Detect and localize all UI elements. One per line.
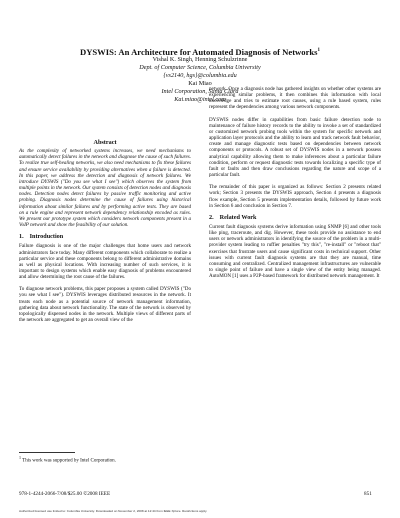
right-paragraph-1: network. Once a diagnosis node has gathered insights on whether other systems are experiencing similar problems, it then combines this information with local knowledge and tries to estimate root causes, using a rule based system, rules represent the dependencies among various network components. <box>209 86 381 111</box>
paper-title-text: DYSWIS: An Architecture for Automated Diagnosis of Networks <box>79 46 318 57</box>
intro-paragraph-1: Failure diagnosis is one of the major challenges that home users and network administrators face today. Many different components which collaborate to realize a particular service and these components belong to different administrative domains as well as physical locations. With increasing number of such services, it is important to design systems which enable easy diagnosis of problems encountered and allow determining the root cause of the failures. <box>19 243 191 281</box>
abstract-text: As the complexity of networked systems increases, we need mechanisms to automatically detect failures in the network and diagnose the cause of such failures. To realize true self-healing networks, we also need mechanisms to fix these failures and ensure service availability by providing alternatives when a failure is detected. In this paper, we address the detection and diagnosis of network failures. We introduce DYSWIS ("Do you see what I see") which observes the system from multiple points in the network. Our system consists of detection nodes and diagnosis nodes. Detection nodes detect failures by passive traffic monitoring and active probing. Diagnosis nodes determine the cause of failures using historical information about similar failures and by performing active tests. They are based on a rule engine and represent network dependency relationship encoded as rules. We present our prototype system which considers network components present in a VoIP network and show the feasibility of our solution. <box>19 148 191 229</box>
title-footnote-mark: 1 <box>317 48 321 53</box>
right-paragraph-3: The remainder of this paper is organized as follows: Section 2 presents related work; Section 3 presents the DYSWIS approach, Section 4 presents a diagnosis flow example, Section 5 presents implementation details, followed by future work in Section 6 and conclusion in Section 7. <box>209 184 381 209</box>
section-title: Related Work <box>219 213 257 221</box>
footnote-mark: 1 <box>19 455 21 460</box>
right-column <box>209 86 381 285</box>
affiliation-intel: Intel Corporation, Santa Clara <box>161 88 239 95</box>
abstract-heading: Abstract <box>93 139 117 146</box>
footnote <box>19 455 191 465</box>
intro-paragraph-2: To diagnose network problems, this paper proposes a system called DYSWIS ("Do you see what I see"). DYSWIS leverages distributed resources in the network. It treats each node as a potential source of network management information, gathering data about network functionality. The state of the network is observed by topologically dispersed nodes in the network. Multiple views of different parts of the network are aggregated to get an overall view of the <box>19 286 191 324</box>
left-column <box>19 140 191 329</box>
section-number: 1. <box>19 233 24 241</box>
author-intel: Kai Miao <box>188 80 212 87</box>
section-heading-introduction <box>19 234 191 240</box>
affiliation-columbia: Dept. of Computer Science, Columbia University <box>139 64 261 71</box>
section-number: 2. <box>209 213 214 221</box>
footnote-text: This work was supported by Intel Corporation. <box>22 458 116 464</box>
email-intel: Kai.miao@intel.com <box>174 96 226 103</box>
right-paragraph-2: DYSWIS nodes differ in capabilities from basic failure detection node to maintenance of failure history records to the ability to invoke a set of standardized or customized network probing tools within the system for specific network and application layer protocols and the ability to learn and track network fault behavior, create and manage diagnostic tests based on dependencies between network components or protocols. A robust set of DYSWIS nodes in a network possess analytical capability allowing them to make inferences about a particular failure condition, perform or request diagnostic tests towards localizing a specific type of fault or faults and then draw conclusions regarding the nature and scope of a particular fault. <box>209 116 381 179</box>
page-number: 851 <box>364 491 372 497</box>
author-names: Vishal K. Singh, Henning Schulzrinne <box>152 56 248 63</box>
license-notice: Authorized licensed use limited to: Columbia University. Downloaded on November 2, 2008 at 12:44 from IEEE Xplore. Restrictions apply. <box>19 509 208 513</box>
copyright-line: 978-1-4244-2066-7/08/$25.00 ©2008 IEEE <box>19 491 111 497</box>
related-work-paragraph: Current fault diagnosis systems derive information using SNMP [6] and other tools like ping, traceroute, and dig. However, these tools provide no assistance to end users or network administrators in identifying the source of the problem in a multi-provider system leading to ruffier penalties "try this", "re-install" or "reboot that" exercises that frustrate users and cause significant costs in technical support. Other issues with current fault diagnosis systems are that they are manual, time consuming and centralized. Centralized management infrastructures are vulnerable to single point of failure and have a single view of the entity being managed. AutoMON [1] uses a P2P-based framework for distributed network management. It <box>209 223 381 280</box>
section-title: Introduction <box>29 233 64 241</box>
emails-columbia: {vs2140, hgs}@columbia.edu <box>163 72 237 79</box>
section-heading-related-work <box>209 215 381 221</box>
footnote-divider <box>19 452 75 453</box>
